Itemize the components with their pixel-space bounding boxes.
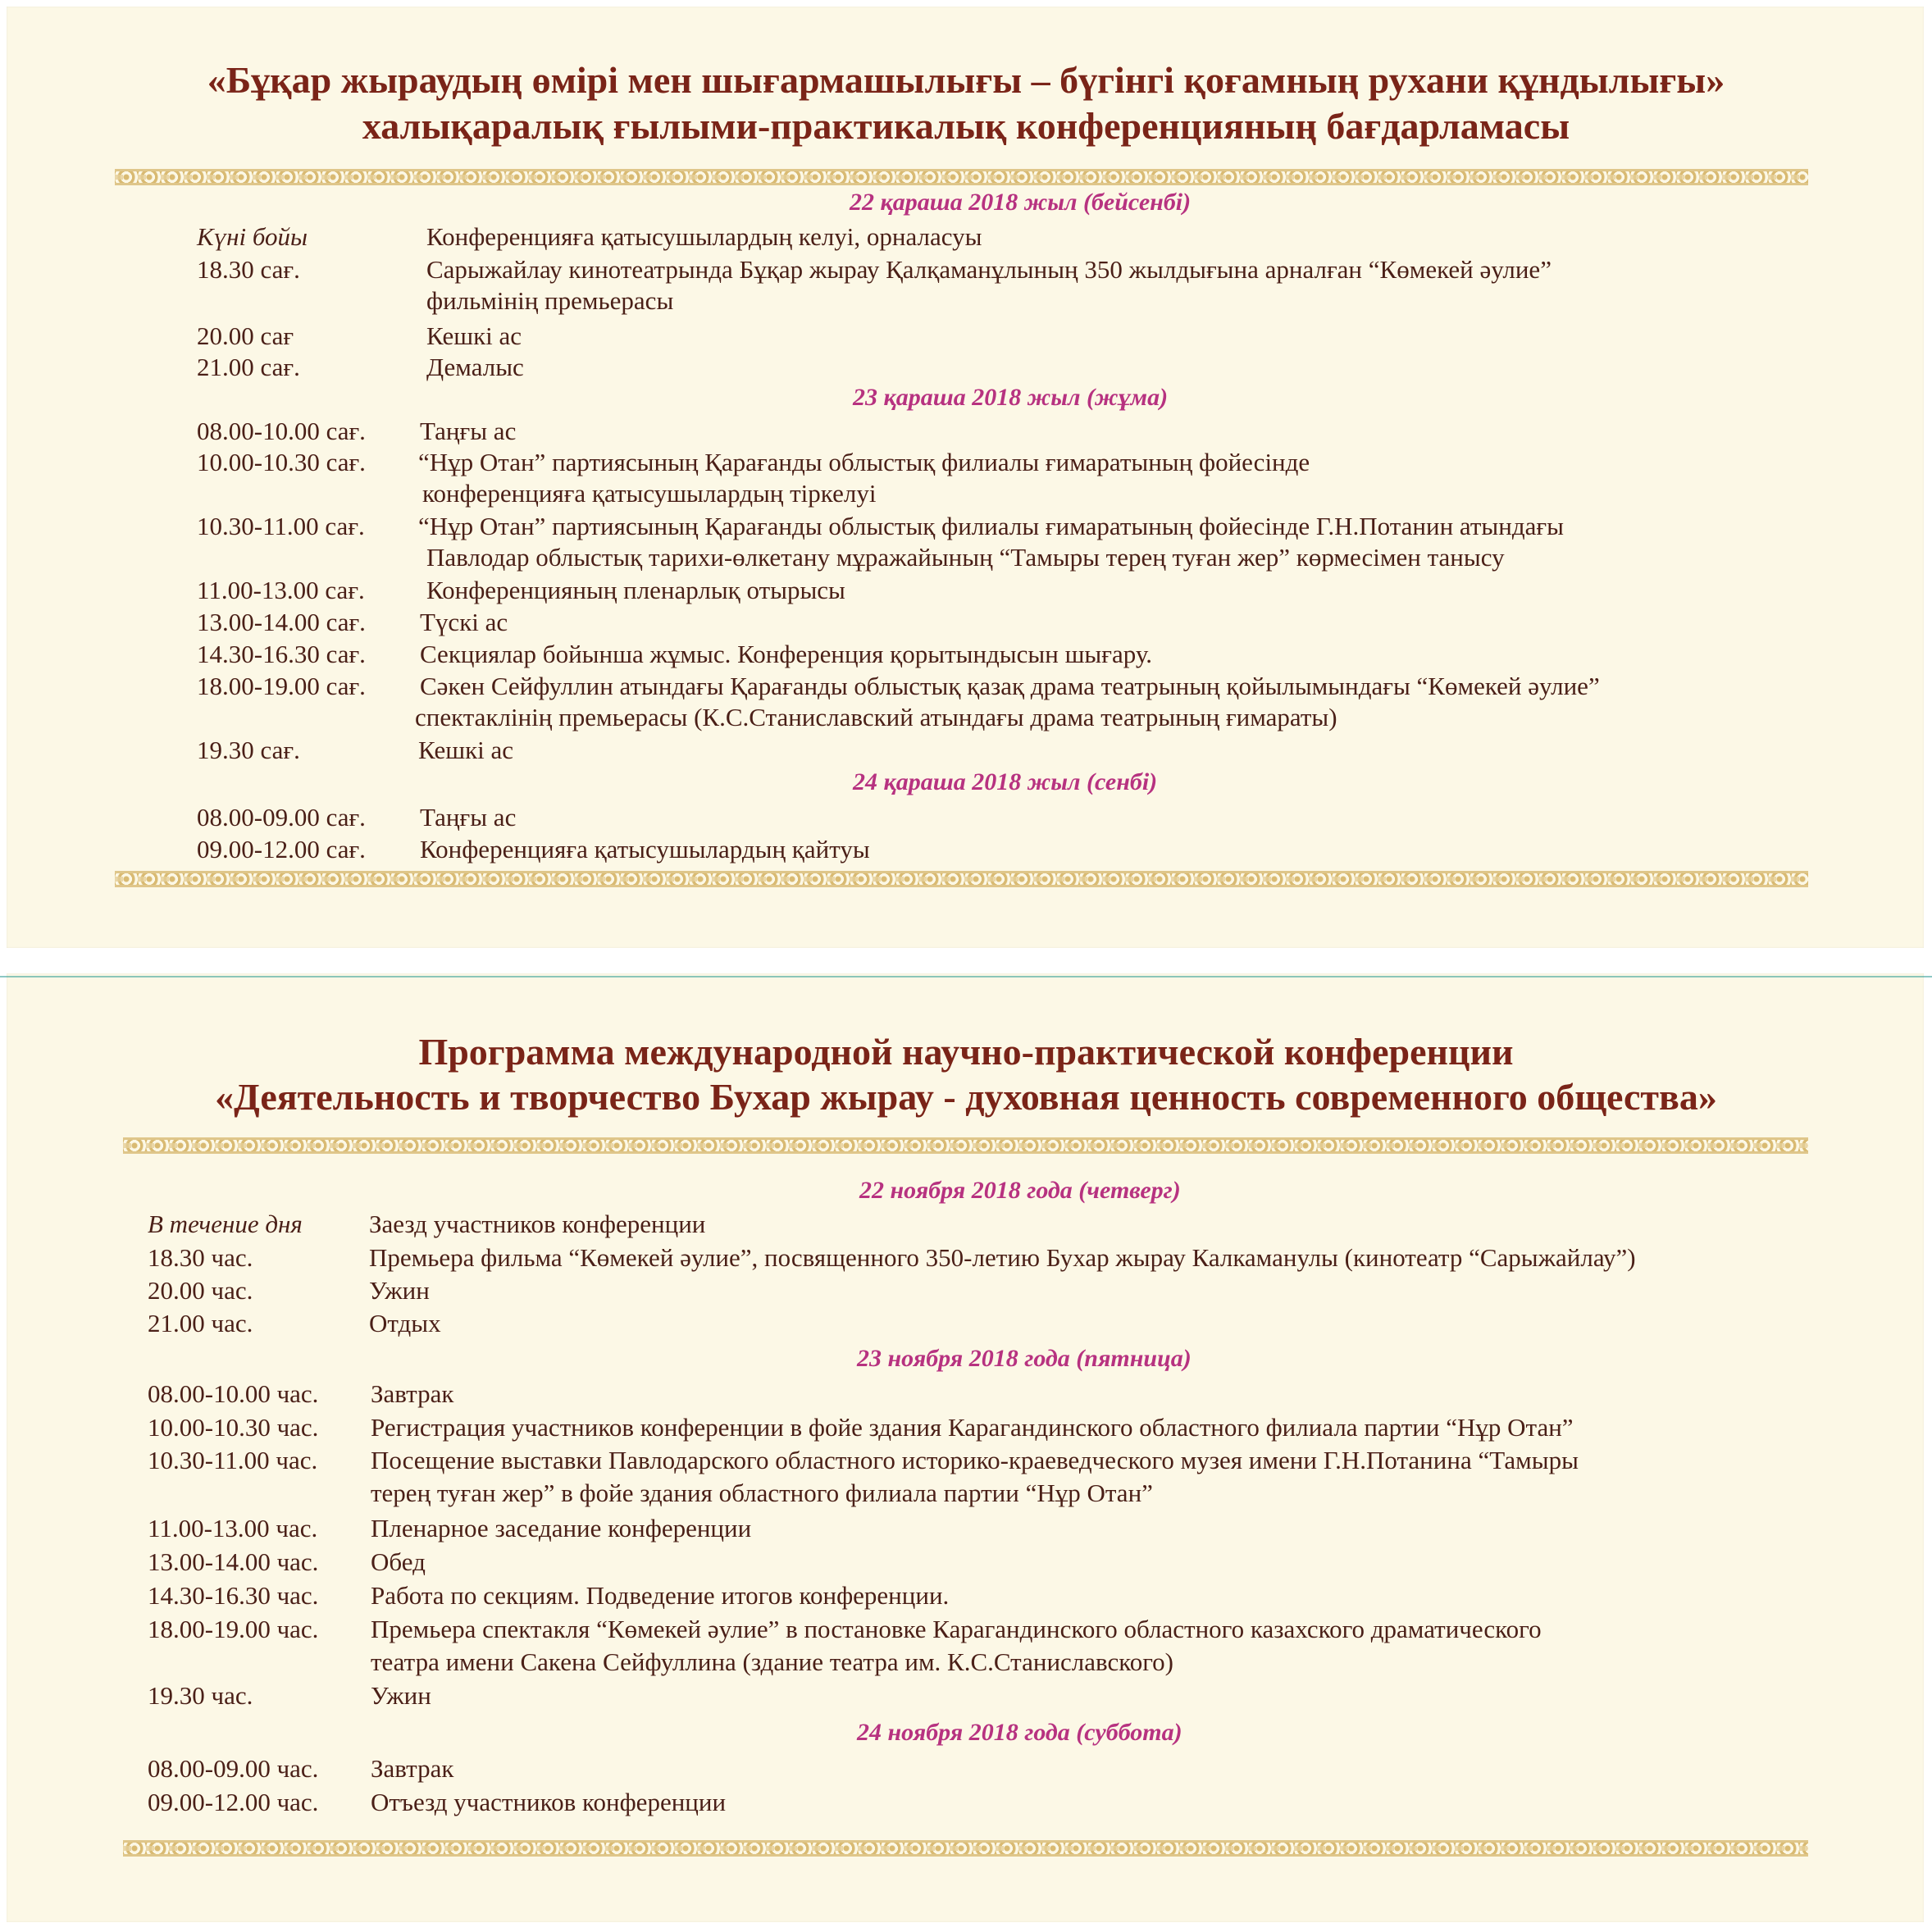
row-text-continued: театра имени Сакена Сейфуллина (здание театра им. К.С.Станиславского) (371, 1647, 1173, 1676)
row-time: 08.00-10.00 сағ. (197, 417, 366, 445)
row-text: Конференцияның пленарлық отырысы (426, 576, 845, 604)
row-time: 08.00-09.00 сағ. (197, 803, 366, 832)
row-time: 19.30 сағ. (197, 736, 300, 764)
row-time: 08.00-10.00 час. (148, 1379, 319, 1408)
row-text: Премьера фильма “Көмекей әулие”, посвященного 350-летию Бухар жырау Калкаманулы (кинотеатр “Сарыжайлау”) (369, 1243, 1636, 1272)
row-time: 10.30-11.00 сағ. (197, 512, 365, 540)
row-text-continued: терең туған жер” в фойе здания областного филиала партии “Нұр Отан” (371, 1479, 1153, 1507)
row-time: 18.00-19.00 сағ. (197, 672, 366, 700)
ru-title-line2: «Деятельность и творчество Бухар жырау - духовная ценность современного общества» (215, 1076, 1717, 1118)
ru-day1-heading: 22 ноября 2018 года (четверг) (859, 1177, 1181, 1204)
row-text-continued: конференцияға қатысушылардың тіркелуі (422, 479, 877, 508)
row-text: Түскі ас (420, 608, 508, 636)
row-text: Ужин (371, 1681, 431, 1710)
row-time: 08.00-09.00 час. (148, 1754, 319, 1783)
row-text-continued: спектаклінің премьерасы (К.С.Станиславский атындағы драма театрының ғимараты) (415, 703, 1337, 731)
kz-day1-heading: 22 қараша 2018 жыл (бейсенбі) (850, 189, 1192, 216)
row-time: 14.30-16.30 сағ. (197, 640, 366, 668)
row-text: “Нұр Отан” партиясының Қарағанды облыстық филиалы ғимаратының фойесінде Г.Н.Потанин атындағы (418, 512, 1564, 540)
row-text: Посещение выставки Павлодарского областного историко-краеведческого музея имени Г.Н.Потанина “Тамыры (371, 1446, 1579, 1474)
page-divider (0, 976, 1932, 977)
row-time: 18.30 сағ. (197, 255, 300, 284)
row-text: Кешкі ас (418, 736, 514, 764)
row-time: 10.00-10.30 сағ. (197, 448, 366, 476)
row-text: Кешкі ас (426, 321, 522, 350)
ornament-border-top (123, 1137, 1808, 1154)
row-time: 14.30-16.30 час. (148, 1581, 319, 1610)
row-time: 13.00-14.00 сағ. (197, 608, 366, 636)
kz-title-line2: халықаралық ғылыми-практикалық конференцияның бағдарламасы (362, 105, 1570, 147)
row-text: Пленарное заседание конференции (371, 1514, 752, 1542)
row-time: 18.30 час. (148, 1243, 253, 1272)
row-text: Демалыс (426, 353, 524, 381)
row-text: Заезд участников конференции (369, 1210, 706, 1238)
row-text: Отъезд участников конференции (371, 1788, 727, 1816)
ru-day3-heading: 24 ноября 2018 года (суббота) (857, 1719, 1182, 1746)
row-text: Конференцияға қатысушылардың келуі, орналасуы (426, 222, 982, 251)
ru-day2-heading: 23 ноября 2018 года (пятница) (857, 1345, 1192, 1372)
row-text: Отдых (369, 1309, 441, 1337)
row-time: 20.00 сағ (197, 321, 294, 350)
row-time: 13.00-14.00 час. (148, 1547, 319, 1576)
row-time: 09.00-12.00 сағ. (197, 835, 366, 863)
row-text: Обед (371, 1547, 426, 1576)
row-time: 11.00-13.00 сағ. (197, 576, 365, 604)
row-time: 10.30-11.00 час. (148, 1446, 318, 1474)
kz-day2-heading: 23 қараша 2018 жыл (жұма) (853, 384, 1169, 411)
row-text: Секциялар бойынша жұмыс. Конференция қорытындысын шығару. (420, 640, 1152, 668)
row-text: Завтрак (371, 1379, 454, 1408)
row-text: Таңғы ас (420, 803, 517, 832)
row-text: Сарыжайлау кинотеатрында Бұқар жырау Қалқаманұлының 350 жылдығына арналған “Көмекей әулие” (426, 255, 1552, 284)
row-text: Регистрация участников конференции в фойе здания Карагандинского областного филиала партии “Нұр Отан” (371, 1413, 1574, 1442)
row-time: Күні бойы (197, 222, 308, 251)
row-time: 21.00 сағ. (197, 353, 300, 381)
ornament-border-bottom (123, 1840, 1808, 1857)
row-time: 19.30 час. (148, 1681, 253, 1710)
row-text: Премьера спектакля “Көмекей әулие” в постановке Карагандинского областного казахского драматического (371, 1615, 1542, 1643)
row-text: Завтрак (371, 1754, 454, 1783)
row-text: Ужин (369, 1276, 430, 1305)
row-text: Сәкен Сейфуллин атындағы Қарағанды облыстық қазақ драма театрының қойылымындағы “Көмекей әулие” (420, 672, 1600, 700)
row-text: “Нұр Отан” партиясының Қарағанды облыстық филиалы ғимаратының фойесінде (418, 448, 1310, 476)
ru-title-line1: Программа международной научно-практической конференции (418, 1031, 1514, 1073)
row-time: 21.00 час. (148, 1309, 253, 1337)
kz-day3-heading: 24 қараша 2018 жыл (сенбі) (853, 768, 1158, 795)
row-text-continued: фильмінің премьерасы (426, 286, 674, 315)
row-text-continued: Павлодар облыстық тарихи-өлкетану мұражайының “Тамыры терең туған жер” көрмесімен танысу (426, 543, 1505, 572)
row-time: 09.00-12.00 час. (148, 1788, 319, 1816)
kz-title-line1: «Бұқар жыраудың өмірі мен шығармашылығы – бүгінгі қоғамның рухани құндылығы» (207, 59, 1725, 101)
row-time: 18.00-19.00 час. (148, 1615, 319, 1643)
row-time: 20.00 час. (148, 1276, 253, 1305)
ornament-border-top (115, 169, 1808, 185)
row-text: Конференцияға қатысушылардың қайтуы (420, 835, 870, 863)
row-time: 11.00-13.00 час. (148, 1514, 318, 1542)
row-text: Работа по секциям. Подведение итогов конференции. (371, 1581, 950, 1610)
row-text: Таңғы ас (420, 417, 517, 445)
ornament-border-bottom (115, 871, 1808, 887)
row-time: 10.00-10.30 час. (148, 1413, 319, 1442)
row-time: В течение дня (148, 1210, 303, 1238)
